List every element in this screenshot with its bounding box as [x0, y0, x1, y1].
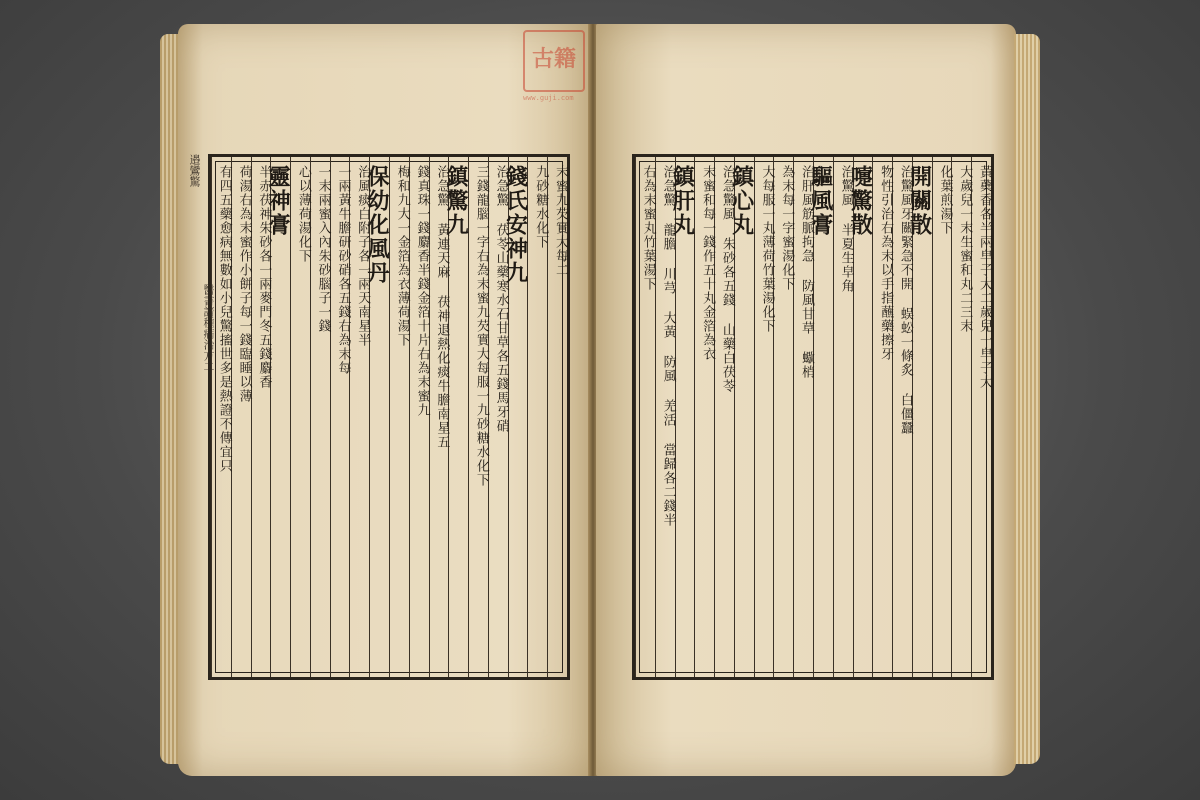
left-page-column: 心以薄荷湯化下: [290, 157, 310, 677]
left-page-column: 荷湯右為末蜜作小餅子每一錢臨睡以薄: [231, 157, 251, 677]
left-page-column: 一兩黃牛膽研砂硝各五錢右為末每: [330, 157, 350, 677]
left-page-column: 鎮驚九: [448, 157, 468, 677]
left-page-column: 梅和九大一金箔為衣薄荷湯下: [389, 157, 409, 677]
left-page-column: 治風痰白附子各一兩天南星半: [349, 157, 369, 677]
library-seal: 古籍: [523, 30, 585, 92]
right-text-frame: [632, 154, 994, 680]
right-page-column: 大歲兒一末生蜜和丸二三末: [951, 157, 971, 677]
left-page-column: 治急驚 茯苓山藥寒水石甘草各五錢馬牙硝: [488, 157, 508, 677]
left-margin-label: 邉鸞驚: [188, 154, 201, 187]
right-page-column: 物性引治右為末以手指蘸藥擦牙: [872, 157, 892, 677]
right-page-column: 嚏驚散: [853, 157, 873, 677]
left-page-column: 治急驚 黃連天麻 茯神退熱化痰牛膽南星五: [429, 157, 449, 677]
open-book: [160, 24, 1040, 776]
left-center-label: 醫書諸種病治方二: [202, 284, 215, 372]
left-page-column: 一末兩蜜入內朱砂腦子一錢: [310, 157, 330, 677]
right-page: [596, 24, 1016, 776]
library-seal-url: www.guji.com: [523, 94, 574, 102]
right-page-column: 開關散: [912, 157, 932, 677]
right-page-column: 大每服一丸薄荷竹葉湯化下: [754, 157, 774, 677]
right-page-column: 鎮肝丸: [675, 157, 695, 677]
right-page-column: 治驚風牙關緊急不開 蜈蚣一條炙 白僵蠶: [892, 157, 912, 677]
left-page-column: 三錢龍腦一字右為末蜜九芡實大每服一九砂糖水化下: [468, 157, 488, 677]
left-page-column: 半赤茯神朱砂各一兩麥門冬五錢麝香: [251, 157, 271, 677]
left-page-column: 保幼化風丹: [369, 157, 389, 677]
right-page-column: 末蜜和每一錢作五十丸金箔為衣: [694, 157, 714, 677]
right-page-column: 黃蘗香各半兩皁子大二歲兒一皁子大: [971, 157, 991, 677]
right-page-column: 治急驚 龍膽 川芎 大黃 防風 羌活 當歸各二錢半: [655, 157, 675, 677]
right-page-column: 治肝風筋脈拘急 防風甘草 蠍梢: [793, 157, 813, 677]
left-text-frame: [208, 154, 570, 680]
right-page-column: 驅風膏: [813, 157, 833, 677]
right-page-column: 治驚風 半夏生皁角: [833, 157, 853, 677]
left-page: [178, 24, 590, 776]
right-page-column: 治急驚風 朱砂各五錢 山藥白茯苓: [714, 157, 734, 677]
right-page-column: 鎮心丸: [734, 157, 754, 677]
left-page-column: 錢真珠一錢麝香半錢金箔十片右為末蜜九: [409, 157, 429, 677]
left-page-column: 靈神膏: [270, 157, 290, 677]
right-page-column: 為末每一字蜜湯化下: [773, 157, 793, 677]
right-page-column: 右為末蜜丸竹葉湯下: [635, 157, 655, 677]
left-page-column: 九砂糖水化下: [527, 157, 547, 677]
left-page-column: 末蜜九芡實大每二: [547, 157, 567, 677]
right-page-edges: [1014, 34, 1040, 764]
left-page-column: 有四五藥愈病無數如小兒驚搐世多是熱證不傳宜只: [211, 157, 231, 677]
right-page-column: 化葉煎湯下: [932, 157, 952, 677]
left-page-column: 錢氏安神九: [508, 157, 528, 677]
